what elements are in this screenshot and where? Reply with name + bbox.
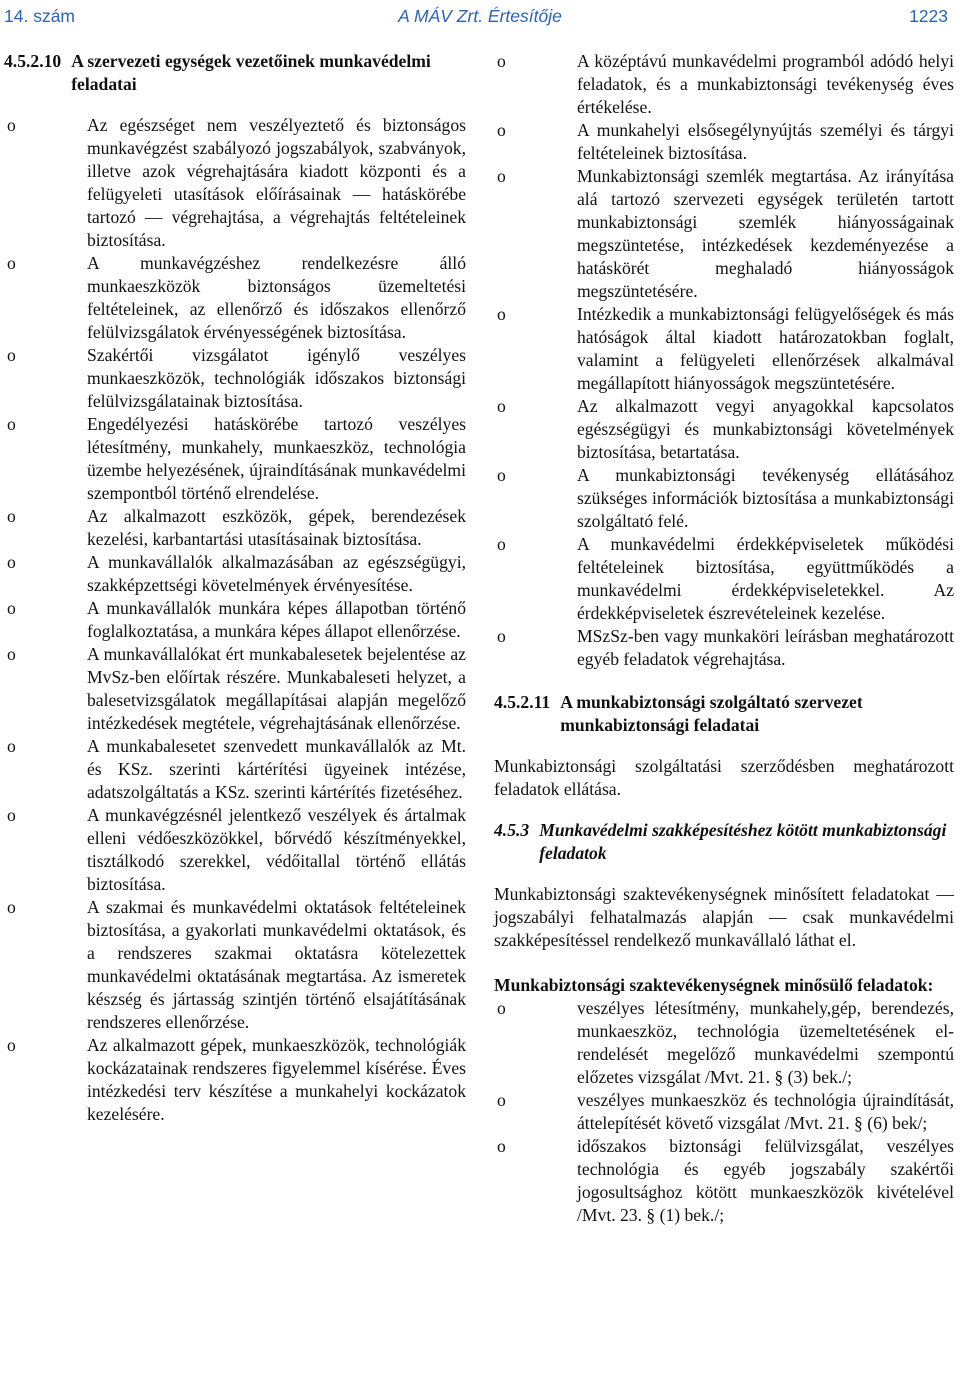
journal-title: A MÁV Zrt. Értesítője (398, 6, 562, 26)
list-item (4, 643, 466, 735)
list-item-text: Munkabiztonsági szemlék megtartása. Az irányítása alá tartozó szervezeti egységek területén tartott munkabiztonsági szemlék hiányosságainak megszüntetése, intézkedések kezdeményezése a hatáskörét meghaladó hiányosságok megszüntetésére. (577, 166, 954, 301)
list-item (4, 597, 466, 643)
list-item (4, 1034, 466, 1126)
list-item-text: MSzSz-ben vagy munkaköri leírásban meghatározott egyéb feladatok végrehajtása. (577, 626, 954, 669)
list-item-text: A munkahelyi elsősegélynyújtás személyi és tárgyi feltételeinek biztosítása. (577, 120, 954, 163)
list-item-text: A munkavállalók alkalmazásában az egészségügyi, szakképzettségi követelmények érvényesítése. (87, 552, 466, 595)
bullet-marker: o (497, 51, 506, 71)
list-item-text: A munkavédelmi érdekképviseletek működési feltételeinek biztosítása, együttműködés a munkavédelmi érdekképviseletekkel. Az érdekképviseletek észrevételeinek kezelése. (577, 534, 954, 623)
bullet-marker: o (7, 736, 16, 756)
section-number: 4.5.3 (494, 820, 530, 840)
duties-list-continued (494, 50, 954, 671)
list-item (4, 344, 466, 413)
bullet-marker: o (7, 897, 16, 917)
page-number: 1223 (909, 6, 948, 26)
list-item-text: A szakmai és munkavédelmi oktatások feltételeinek biztosítása, a gyakorlati munkavédelmi oktatások, és a rendszeres szakmai oktatásra kötelezettek munkavédelmi oktatásának megtartása. Az ismeretek készség és jártasság szintjén történő elsajátításának rendszeres ellenőrzése. (87, 897, 466, 1032)
list-item (494, 395, 954, 464)
list-item-text: Az alkalmazott vegyi anyagokkal kapcsolatos egészségügyi és munkabiztonsági követelmények biztosítása, betartatása. (577, 396, 954, 462)
list-item-text: A munkavállalókat ért munkabalesetek bejelentése az MvSz-ben előírtak részére. Munkabaleseti helyzet, a balesetvizsgálatok megállapításai alapján megelőző intézkedések megtétele, végrehajtásának ellenőrzése. (87, 644, 466, 733)
page-header (0, 0, 960, 34)
list-item (494, 303, 954, 395)
list-item (4, 505, 466, 551)
qualifying-tasks-heading: Munkabiztonsági szaktevékenységnek minősülő feladatok: (494, 975, 934, 995)
list-item (494, 165, 954, 303)
bullet-marker: o (497, 998, 506, 1018)
list-item-text: veszélyes munkaeszköz és technológia újraindítását, áttelepítését követő vizsgálat /Mvt. 21. § (6) bek/; (577, 1090, 954, 1133)
section-heading-4-5-3 (494, 819, 954, 865)
list-item (4, 413, 466, 505)
list-item-text: A munkavégzéshez rendelkezésre álló munkaeszközök biztonságos üzemeltetési feltételeinek, az ellenőrző és időszakos ellenőrző felülvizsgálatok érvényességének biztosítása. (87, 253, 466, 342)
bullet-marker: o (7, 598, 16, 618)
left-column (4, 50, 466, 1126)
issue-label: 14. szám (4, 6, 75, 26)
list-item (4, 114, 466, 252)
list-item-text: A munkabiztonsági tevékenység ellátásához szükséges információk biztosítása a munkabiztonsági szolgáltató felé. (577, 465, 954, 531)
list-item-text: veszélyes létesítmény, munkahely,gép, berendezés, munkaeszköz, technológia üzemeltetésének el-rendelését megelőző munkavédelmi szempontú előzetes vizsgálat /Mvt. 21. § (3) bek./; (577, 998, 954, 1087)
bullet-marker: o (497, 166, 506, 186)
qualifying-tasks-list (494, 997, 954, 1227)
bullet-marker: o (7, 506, 16, 526)
section-number: 4.5.2.11 (494, 692, 551, 712)
list-item-text: Szakértői vizsgálatot igénylő veszélyes munkaeszközök, technológiák időszakos biztonsági felülvizsgálatainak biztosítása. (87, 345, 466, 411)
list-item (4, 804, 466, 896)
duties-list (4, 114, 466, 1126)
section-title: A munkabiztonsági szolgáltató szervezet munkabiztonsági feladatai (560, 692, 863, 735)
list-item-text: időszakos biztonsági felülvizsgálat, veszélyes technológia és egyéb jogszabály szakértői jogosultsághoz kötött munkaeszközök kivételével /Mvt. 23. § (1) bek./; (577, 1136, 954, 1225)
list-item-text: A munkavállalók munkára képes állapotban történő foglalkoztatása, a munkára képes állapot ellenőrzése. (87, 598, 466, 641)
bullet-marker: o (7, 805, 16, 825)
list-item-text: A középtávú munkavédelmi programból adódó helyi feladatok, és a munkabiztonsági tevékenység éves értékelése. (577, 51, 954, 117)
bullet-marker: o (497, 120, 506, 140)
list-item (494, 1135, 954, 1227)
bullet-marker: o (7, 414, 16, 434)
list-item (494, 533, 954, 625)
list-item (4, 896, 466, 1034)
list-item-text: Engedélyezési hatáskörébe tartozó veszélyes létesítmény, munkahely, munkaeszköz, technológia üzembe helyezésének, újraindításának munkavédelmi szempontból történő elrendelése. (87, 414, 466, 503)
list-item-text: A munkabalesetet szenvedett munkavállalók az Mt. és KSz. szerinti kártérítési ügyeinek intézése, adatszolgáltatás a KSz. szerinti kártérítés fizetéséhez. (87, 736, 466, 802)
bullet-marker: o (7, 115, 16, 135)
bullet-marker: o (7, 253, 16, 273)
list-item (494, 119, 954, 165)
list-item (494, 50, 954, 119)
section-title: A szervezeti egységek vezetőinek munkavédelmi feladatai (71, 51, 431, 94)
bullet-marker: o (497, 465, 506, 485)
bullet-marker: o (7, 644, 16, 664)
list-item (4, 735, 466, 804)
bullet-marker: o (7, 345, 16, 365)
bullet-marker: o (497, 1136, 506, 1156)
right-column (494, 50, 954, 1227)
section-number: 4.5.2.10 (4, 51, 62, 71)
list-item (494, 1089, 954, 1135)
list-item-text: Az alkalmazott gépek, munkaeszközök, technológiák kockázatainak rendszeres figyelemmel kísérése. Éves intézkedési terv készítése a munkahelyi kockázatok kezelésére. (87, 1035, 466, 1124)
list-item-text: A munkavégzésnél jelentkező veszélyek és ártalmak elleni védőeszközökkel, bőrvédő készítményekkel, tisztálkodó szerekkel, védőitallal történő ellátás biztosítása. (87, 805, 466, 894)
section-heading-4-5-2-10 (4, 50, 466, 96)
list-item-text: Intézkedik a munkabiztonsági felügyelőségek és más hatóságok által kiadott határozatokban foglalt, valamint a felügyeleti ellenőrzések alkalmával megállapított hiányosságok megszüntetésére. (577, 304, 954, 393)
bullet-marker: o (497, 1090, 506, 1110)
bullet-marker: o (497, 396, 506, 416)
bullet-marker: o (497, 304, 506, 324)
list-item-text: Az alkalmazott eszközök, gépek, berendezések kezelési, karbantartási utasításainak biztosítása. (87, 506, 466, 549)
section-title: Munkavédelmi szakképesítéshez kötött munkabiztonsági feladatok (539, 820, 947, 863)
list-item-text: Az egészséget nem veszélyeztető és biztonságos munkavégzést szabályozó jogszabályok, szabványok, illetve azok végrehajtására kiadott központi és a felügyeleti utasítások előírásainak — hatáskörébe tartozó — végrehajtása, a végrehajtás feltételeinek biztosítása. (87, 115, 466, 250)
list-item (494, 997, 954, 1089)
section-text: Munkabiztonsági szaktevékenységnek minősített feladatokat — jogszabályi felhatalmazás alapján — csak munkavédelmi szakképesítéssel rendelkező munkavállaló láthat el. (494, 884, 954, 950)
list-item (4, 252, 466, 344)
section-text: Munkabiztonsági szolgáltatási szerződésben meghatározott feladatok ellátása. (494, 756, 954, 799)
list-item (494, 464, 954, 533)
bullet-marker: o (7, 1035, 16, 1055)
section-heading-4-5-2-11 (494, 691, 954, 737)
list-item (4, 551, 466, 597)
bullet-marker: o (497, 626, 506, 646)
list-item (494, 625, 954, 671)
bullet-marker: o (497, 534, 506, 554)
bullet-marker: o (7, 552, 16, 572)
